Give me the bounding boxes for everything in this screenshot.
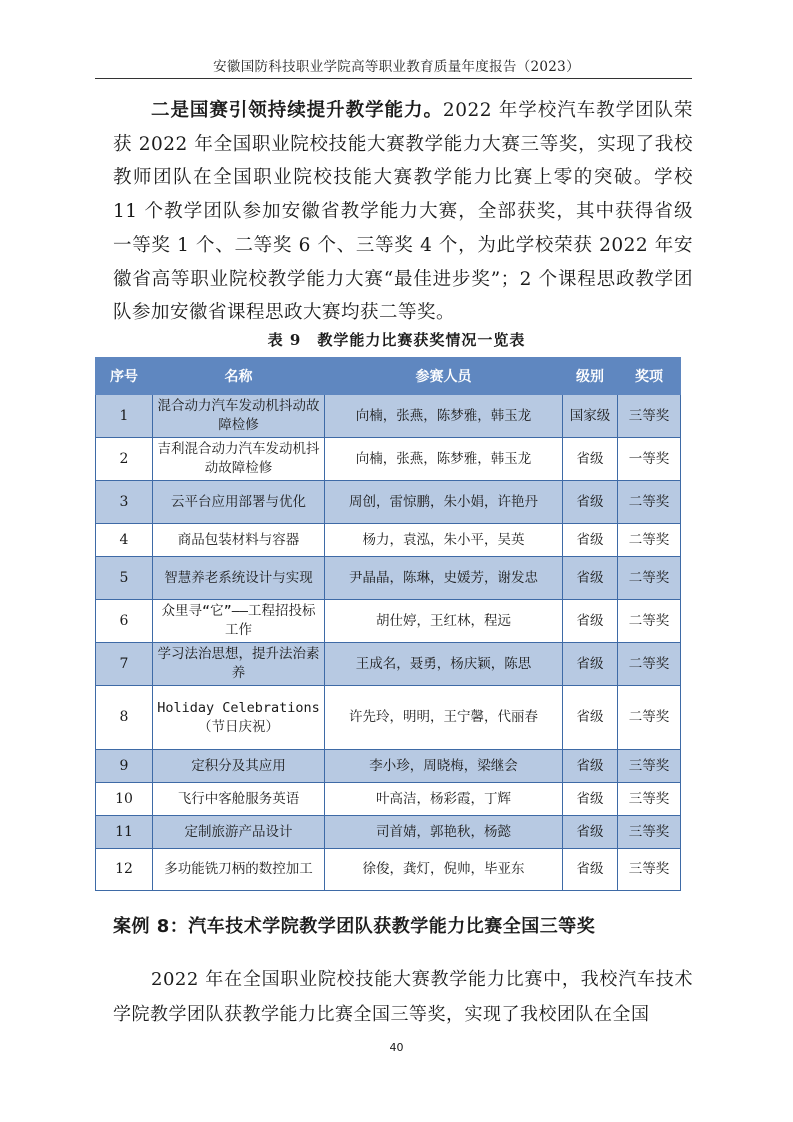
- cell-award: 二等奖: [618, 481, 681, 524]
- cell-members: 胡仕婷，王红林，程远: [325, 600, 563, 643]
- cell-level: 省级: [563, 438, 618, 481]
- cell-award: 三等奖: [618, 750, 681, 783]
- cell-no: 1: [96, 395, 153, 438]
- table-row: [96, 816, 681, 849]
- cell-level: 省级: [563, 849, 618, 891]
- cell-no: 5: [96, 557, 153, 600]
- header-name: 名称: [153, 358, 325, 395]
- cell-level: 国家级: [563, 395, 618, 438]
- cell-members: 司首婧，郭艳秋，杨懿: [325, 816, 563, 849]
- table-row: [96, 481, 681, 524]
- cell-name: 飞行中客舱服务英语: [153, 783, 325, 816]
- table-caption: 表 9 教学能力比赛获奖情况一览表: [267, 331, 526, 349]
- page-number: 40: [389, 1041, 404, 1054]
- page-header: 安徽国防科技职业学院高等职业教育质量年度报告（2023）: [213, 59, 580, 75]
- cell-name: 智慧养老系统设计与实现: [153, 557, 325, 600]
- table-row: [96, 438, 681, 481]
- table-row: [96, 395, 681, 438]
- intro-body: 2022 年学校汽车教学团队荣获 2022 年全国职业院校技能大赛教学能力大赛三等奖，实现了我校教师团队在全国职业院校技能大赛教学能力比赛上零的突破。学校 11 个教学团队参加安徽省教学能力大赛，全部获奖，其中获得省级一等奖 1 个、二等奖 6 个、三等奖 4 个，为此学校荣获 2022 年安徽省高等职业院校教学能力大赛“最佳进步奖”；2 个课程思政教学团队参加安徽省课程思政大赛均获二等奖。: [113, 100, 693, 324]
- cell-no: 4: [96, 524, 153, 557]
- cell-members: 杨力，袁泓，朱小平，吴英: [325, 524, 563, 557]
- cell-award: 三等奖: [618, 395, 681, 438]
- cell-no: 12: [96, 849, 153, 891]
- cell-level: 省级: [563, 686, 618, 750]
- header-members: 参赛人员: [325, 358, 563, 395]
- cell-no: 7: [96, 643, 153, 686]
- table-header-row: [96, 358, 681, 395]
- cell-no: 6: [96, 600, 153, 643]
- cell-award: 二等奖: [618, 643, 681, 686]
- cell-members: 叶高洁，杨彩霞，丁辉: [325, 783, 563, 816]
- cell-members: 尹晶晶，陈琳，史媛芳，谢发忠: [325, 557, 563, 600]
- cell-name: Holiday Celebrations（节日庆祝）: [153, 686, 325, 750]
- cell-level: 省级: [563, 481, 618, 524]
- cell-no: 9: [96, 750, 153, 783]
- table-row: [96, 524, 681, 557]
- cell-name: 云平台应用部署与优化: [153, 481, 325, 524]
- cell-level: 省级: [563, 524, 618, 557]
- header-no: 序号: [96, 358, 153, 395]
- header-award: 奖项: [618, 358, 681, 395]
- cell-members: 周创，雷惊鹏，朱小娟，许艳丹: [325, 481, 563, 524]
- intro-lead: 二是国赛引领持续提升教学能力。: [151, 100, 443, 121]
- cell-level: 省级: [563, 816, 618, 849]
- cell-name: 定积分及其应用: [153, 750, 325, 783]
- cell-name: 混合动力汽车发动机抖动故障检修: [153, 395, 325, 438]
- case-paragraph: 2022 年在全国职业院校技能大赛教学能力比赛中，我校汽车技术学院教学团队获教学能力比赛全国三等奖，实现了我校团队在全国: [113, 969, 693, 1025]
- cell-no: 8: [96, 686, 153, 750]
- header-level: 级别: [563, 358, 618, 395]
- cell-level: 省级: [563, 600, 618, 643]
- case-title: 案例 8：汽车技术学院教学团队获教学能力比赛全国三等奖: [113, 916, 596, 937]
- awards-table: [95, 357, 681, 891]
- cell-name: 商品包装材料与容器: [153, 524, 325, 557]
- table-row: [96, 600, 681, 643]
- cell-no: 2: [96, 438, 153, 481]
- cell-name: 众里寻“它”——工程招投标工作: [153, 600, 325, 643]
- cell-no: 11: [96, 816, 153, 849]
- cell-no: 10: [96, 783, 153, 816]
- cell-name: 定制旅游产品设计: [153, 816, 325, 849]
- cell-award: 二等奖: [618, 686, 681, 750]
- table-row: [96, 557, 681, 600]
- cell-name: 吉利混合动力汽车发动机抖动故障检修: [153, 438, 325, 481]
- table-row: [96, 783, 681, 816]
- cell-award: 三等奖: [618, 783, 681, 816]
- cell-award: 二等奖: [618, 524, 681, 557]
- cell-members: 许先玲，明明，王宁馨，代丽春: [325, 686, 563, 750]
- cell-award: 三等奖: [618, 816, 681, 849]
- cell-level: 省级: [563, 557, 618, 600]
- table-row: [96, 643, 681, 686]
- table-row: [96, 750, 681, 783]
- cell-name: 多功能铣刀柄的数控加工: [153, 849, 325, 891]
- table-row: [96, 849, 681, 891]
- cell-members: 向楠，张燕，陈梦雅，韩玉龙: [325, 438, 563, 481]
- cell-no: 3: [96, 481, 153, 524]
- cell-award: 二等奖: [618, 600, 681, 643]
- cell-members: 李小珍，周晓梅，梁继会: [325, 750, 563, 783]
- cell-level: 省级: [563, 783, 618, 816]
- cell-members: 王成名，聂勇，杨庆颖，陈思: [325, 643, 563, 686]
- cell-members: 向楠，张燕，陈梦雅，韩玉龙: [325, 395, 563, 438]
- cell-level: 省级: [563, 750, 618, 783]
- cell-award: 二等奖: [618, 557, 681, 600]
- header-rule: [95, 78, 692, 79]
- cell-award: 一等奖: [618, 438, 681, 481]
- cell-members: 徐俊，龚灯，倪帅，毕亚东: [325, 849, 563, 891]
- cell-level: 省级: [563, 643, 618, 686]
- cell-name: 学习法治思想，提升法治素养: [153, 643, 325, 686]
- cell-award: 三等奖: [618, 849, 681, 891]
- table-row: [96, 686, 681, 750]
- intro-paragraph: [113, 94, 693, 330]
